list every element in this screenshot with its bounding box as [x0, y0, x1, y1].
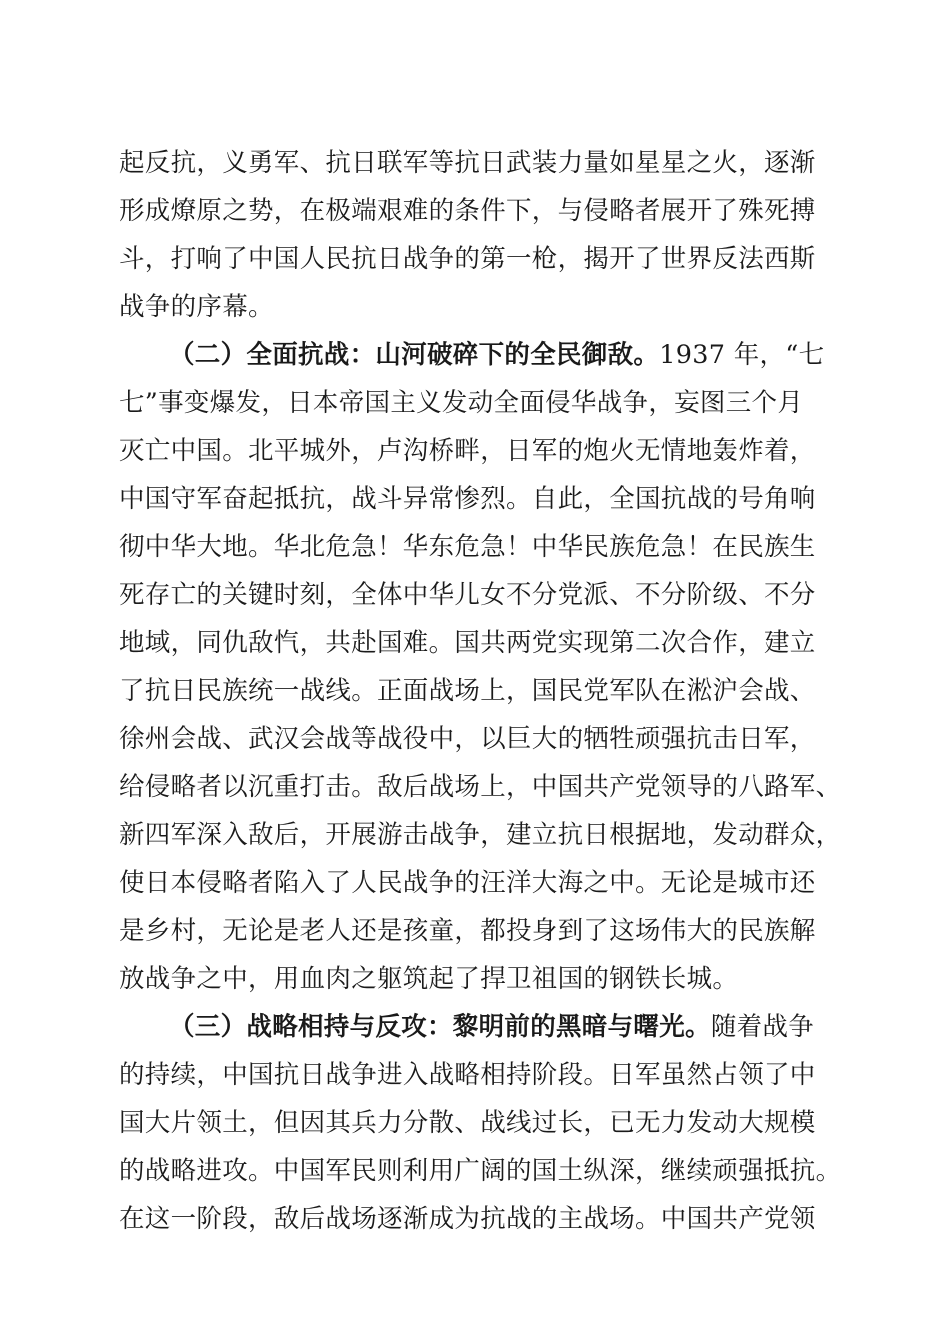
paragraph-1-line-4: 战争的序幕。	[119, 292, 274, 322]
paragraph-3-line-4: 的战略进攻。中国军民则利用广阔的国土纵深，继续顽强抵抗。	[119, 1156, 842, 1186]
paragraph-2-line-11: 新四军深入敌后，开展游击战争，建立抗日根据地，发动群众，	[119, 820, 842, 850]
paragraph-2-line-13: 是乡村，无论是老人还是孩童，都投身到了这场伟大的民族解	[119, 916, 816, 946]
paragraph-2-first-line-rest: 1937 年，“七	[659, 340, 825, 370]
paragraph-3-line-2: 的持续，中国抗日战争进入战略相持阶段。日军虽然占领了中	[119, 1060, 816, 1090]
paragraph-2-line-5: 彻中华大地。华北危急！华东危急！中华民族危急！在民族生	[119, 532, 816, 562]
paragraph-1-line-1: 起反抗，义勇军、抗日联军等抗日武装力量如星星之火，逐渐	[119, 148, 816, 178]
paragraph-2-line-8: 了抗日民族统一战线。正面战场上，国民党军队在淞沪会战、	[119, 676, 816, 706]
paragraph-2-line-9: 徐州会战、武汉会战等战役中，以巨大的牺牲顽强抗击日军，	[119, 724, 816, 754]
paragraph-2-line-7: 地域，同仇敌忾，共赴国难。国共两党实现第二次合作，建立	[119, 628, 816, 658]
paragraph-2-line-3: 灭亡中国。北平城外，卢沟桥畔，日军的炮火无情地轰炸着，	[119, 436, 816, 466]
paragraph-2-line-12: 使日本侵略者陷入了人民战争的汪洋大海之中。无论是城市还	[119, 868, 816, 898]
paragraph-3-line-5: 在这一阶段，敌后战场逐渐成为抗战的主战场。中国共产党领	[119, 1204, 816, 1234]
paragraph-2-line-14: 放战争之中，用血肉之躯筑起了捍卫祖国的钢铁长城。	[119, 964, 739, 994]
paragraph-3-heading: （三）战略相持与反攻：黎明前的黑暗与曙光。	[169, 1012, 711, 1042]
paragraph-2-line-4: 中国守军奋起抵抗，战斗异常惨烈。自此，全国抗战的号角响	[119, 484, 816, 514]
paragraph-2-heading: （二）全面抗战：山河破碎下的全民御敌。	[169, 340, 660, 370]
paragraph-2-line-10: 给侵略者以沉重打击。敌后战场上，中国共产党领导的八路军、	[119, 772, 842, 802]
paragraph-3-first-line	[169, 1010, 839, 1044]
paragraph-2-line-6: 死存亡的关键时刻，全体中华儿女不分党派、不分阶级、不分	[119, 580, 816, 610]
paragraph-3-first-line-rest: 随着战争	[710, 1012, 815, 1042]
paragraph-1-line-2: 形成燎原之势，在极端艰难的条件下，与侵略者展开了殊死搏	[119, 196, 816, 226]
paragraph-1-line-3: 斗，打响了中国人民抗日战争的第一枪，揭开了世界反法西斯	[119, 244, 816, 274]
paragraph-2-first-line	[169, 338, 839, 372]
paragraph-2-line-2: 七”事变爆发，日本帝国主义发动全面侵华战争，妄图三个月	[119, 388, 804, 418]
paragraph-3-line-3: 国大片领土，但因其兵力分散、战线过长，已无力发动大规模	[119, 1108, 816, 1138]
